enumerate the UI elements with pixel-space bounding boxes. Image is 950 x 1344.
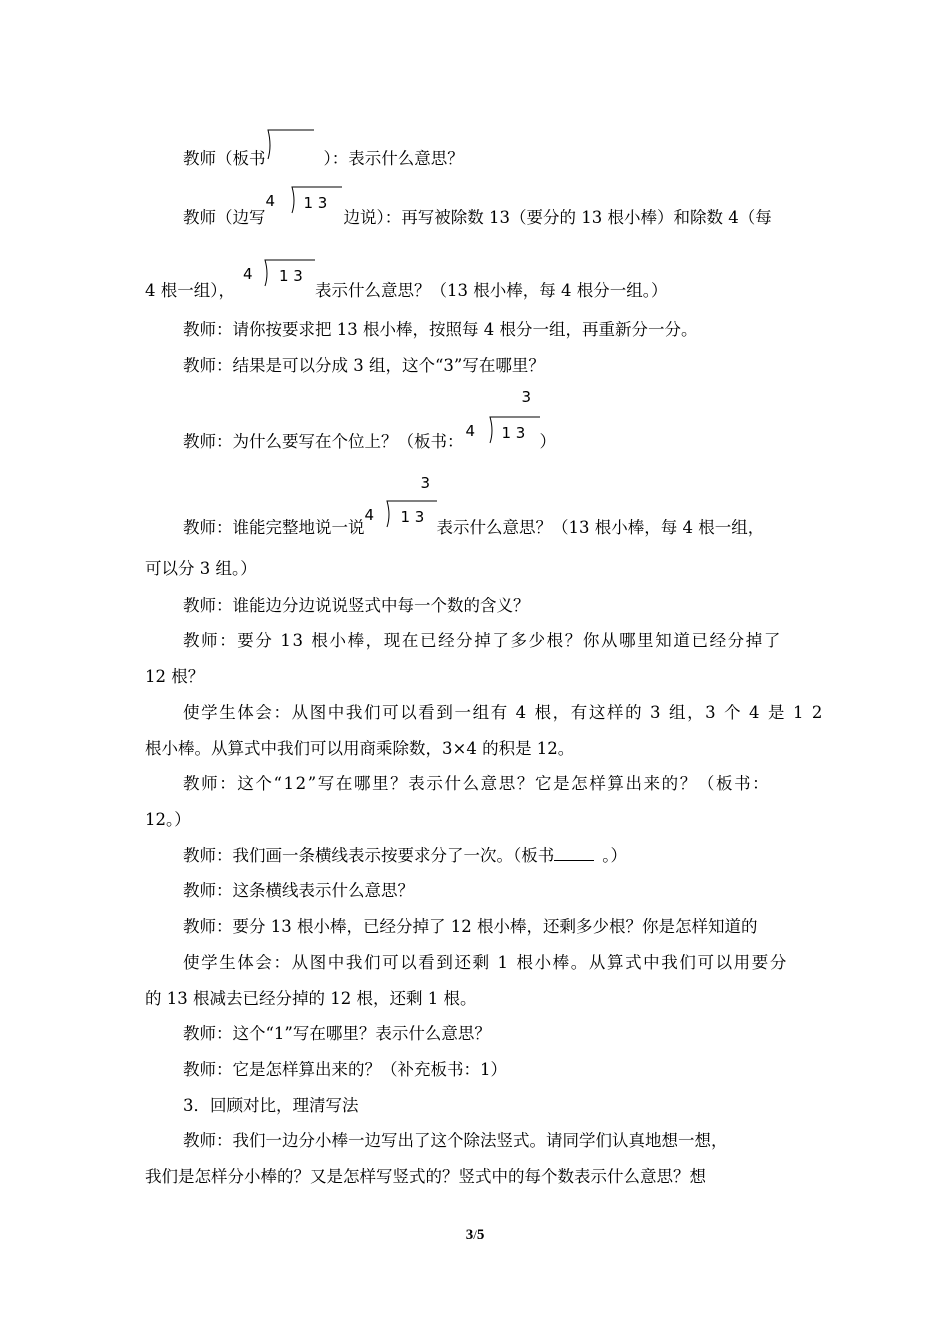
text-line: 根小棒。从算式中我们可以用商乘除数，3×4 的积是 12。 [145, 739, 575, 758]
division-bracket-empty [266, 144, 316, 164]
text-segment: 教师（边写 [183, 208, 266, 227]
text-line [183, 388, 556, 452]
division-divisor: 4 [243, 265, 253, 283]
underline-blank [554, 846, 594, 861]
division-divisor: 4 [265, 192, 276, 210]
text-line: 教师：要分 13 根小棒，现在已经分掉了多少根？你从哪里知道已经分掉了 [183, 631, 782, 650]
text-line: 教师：谁能边分边说说竖式中每一个数的含义？ [183, 596, 530, 615]
text-line: 教师：请你按要求把 13 根小棒，按照每 4 根分一组，再重新分一分。 [183, 320, 698, 339]
page-current: 3 [465, 1227, 474, 1243]
division-dividend: 1 3 [279, 267, 303, 285]
page-number [0, 1227, 950, 1244]
text-segment: 边说）：再写被除数 13（要分的 13 根小棒）和除数 4（每 [343, 208, 772, 227]
text-line: 教师：结果是可以分成 3 组，这个“3”写在哪里？ [183, 356, 545, 375]
division-bracket-icon [266, 126, 316, 160]
division-dividend: 1 3 [400, 508, 425, 526]
text-line [145, 265, 668, 301]
text-segment: 4 根一组）， [145, 281, 235, 300]
division-dividend: 1 3 [501, 424, 526, 442]
text-line [183, 144, 464, 169]
text-line: 教师：这条横线表示什么意思？ [183, 881, 414, 900]
text-line: 使学生体会：从图中我们可以看到一组有 4 根，有这样的 3 组，3 个 4 是 1 2 [183, 703, 824, 722]
division-divisor: 4 [364, 506, 375, 524]
text-segment: 表示什么意思？（13 根小棒，每 4 根一组， [436, 518, 765, 537]
text-segment: ）：表示什么意思？ [323, 149, 464, 168]
long-division [265, 192, 344, 223]
long-division [235, 265, 315, 296]
text-line: 12。） [145, 810, 191, 829]
text-line [183, 474, 765, 538]
long-division [364, 474, 437, 533]
text-line: 使学生体会：从图中我们可以看到还剩 1 根小棒。从算式中我们可以用要分 [183, 953, 788, 972]
page-separator: / [473, 1227, 477, 1242]
text-segment: 教师：谁能完整地说一说 [183, 518, 365, 537]
text-line [183, 846, 627, 866]
text-line: 教师：这个“12”写在哪里？表示什么意思？它是怎样算出来的？（板书： [183, 774, 771, 793]
text-segment: 教师：为什么要写在个位上？（板书： [183, 432, 464, 451]
page-total: 5 [476, 1227, 485, 1243]
section-heading: 3．回顾对比，理清写法 [183, 1096, 359, 1115]
text-line: 我们是怎样分小棒的？又是怎样写竖式的？竖式中的每个数表示什么意思？想 [145, 1167, 706, 1186]
text-segment: 表示什么意思？（13 根小棒，每 4 根分一组。） [315, 281, 668, 300]
text-line: 的 13 根减去已经分掉的 12 根，还剩 1 根。 [145, 989, 477, 1008]
text-line [183, 192, 772, 228]
long-division [464, 388, 540, 447]
text-segment: 教师（板书 [183, 149, 266, 168]
text-line: 教师：要分 13 根小棒，已经分掉了 12 根小棒，还剩多少根？你是怎样知道的 [183, 917, 758, 936]
text-line: 可以分 3 组。） [145, 559, 257, 578]
text-segment: 。） [602, 846, 627, 865]
text-line: 教师：我们一边分小棒一边写出了这个除法竖式。请同学们认真地想一想， [183, 1131, 728, 1150]
division-quotient: 3 [521, 388, 532, 406]
text-line: 教师：它是怎样算出来的？（补充板书：1） [183, 1060, 507, 1079]
text-segment: 教师：我们画一条横线表示按要求分了一次。（板书 [183, 846, 555, 865]
text-line: 12 根？ [145, 667, 205, 686]
division-dividend: 1 3 [303, 194, 328, 212]
text-segment: ） [539, 432, 556, 451]
division-quotient: 3 [420, 474, 431, 492]
division-divisor: 4 [465, 422, 476, 440]
text-line: 教师：这个“1”写在哪里？表示什么意思？ [183, 1024, 491, 1043]
